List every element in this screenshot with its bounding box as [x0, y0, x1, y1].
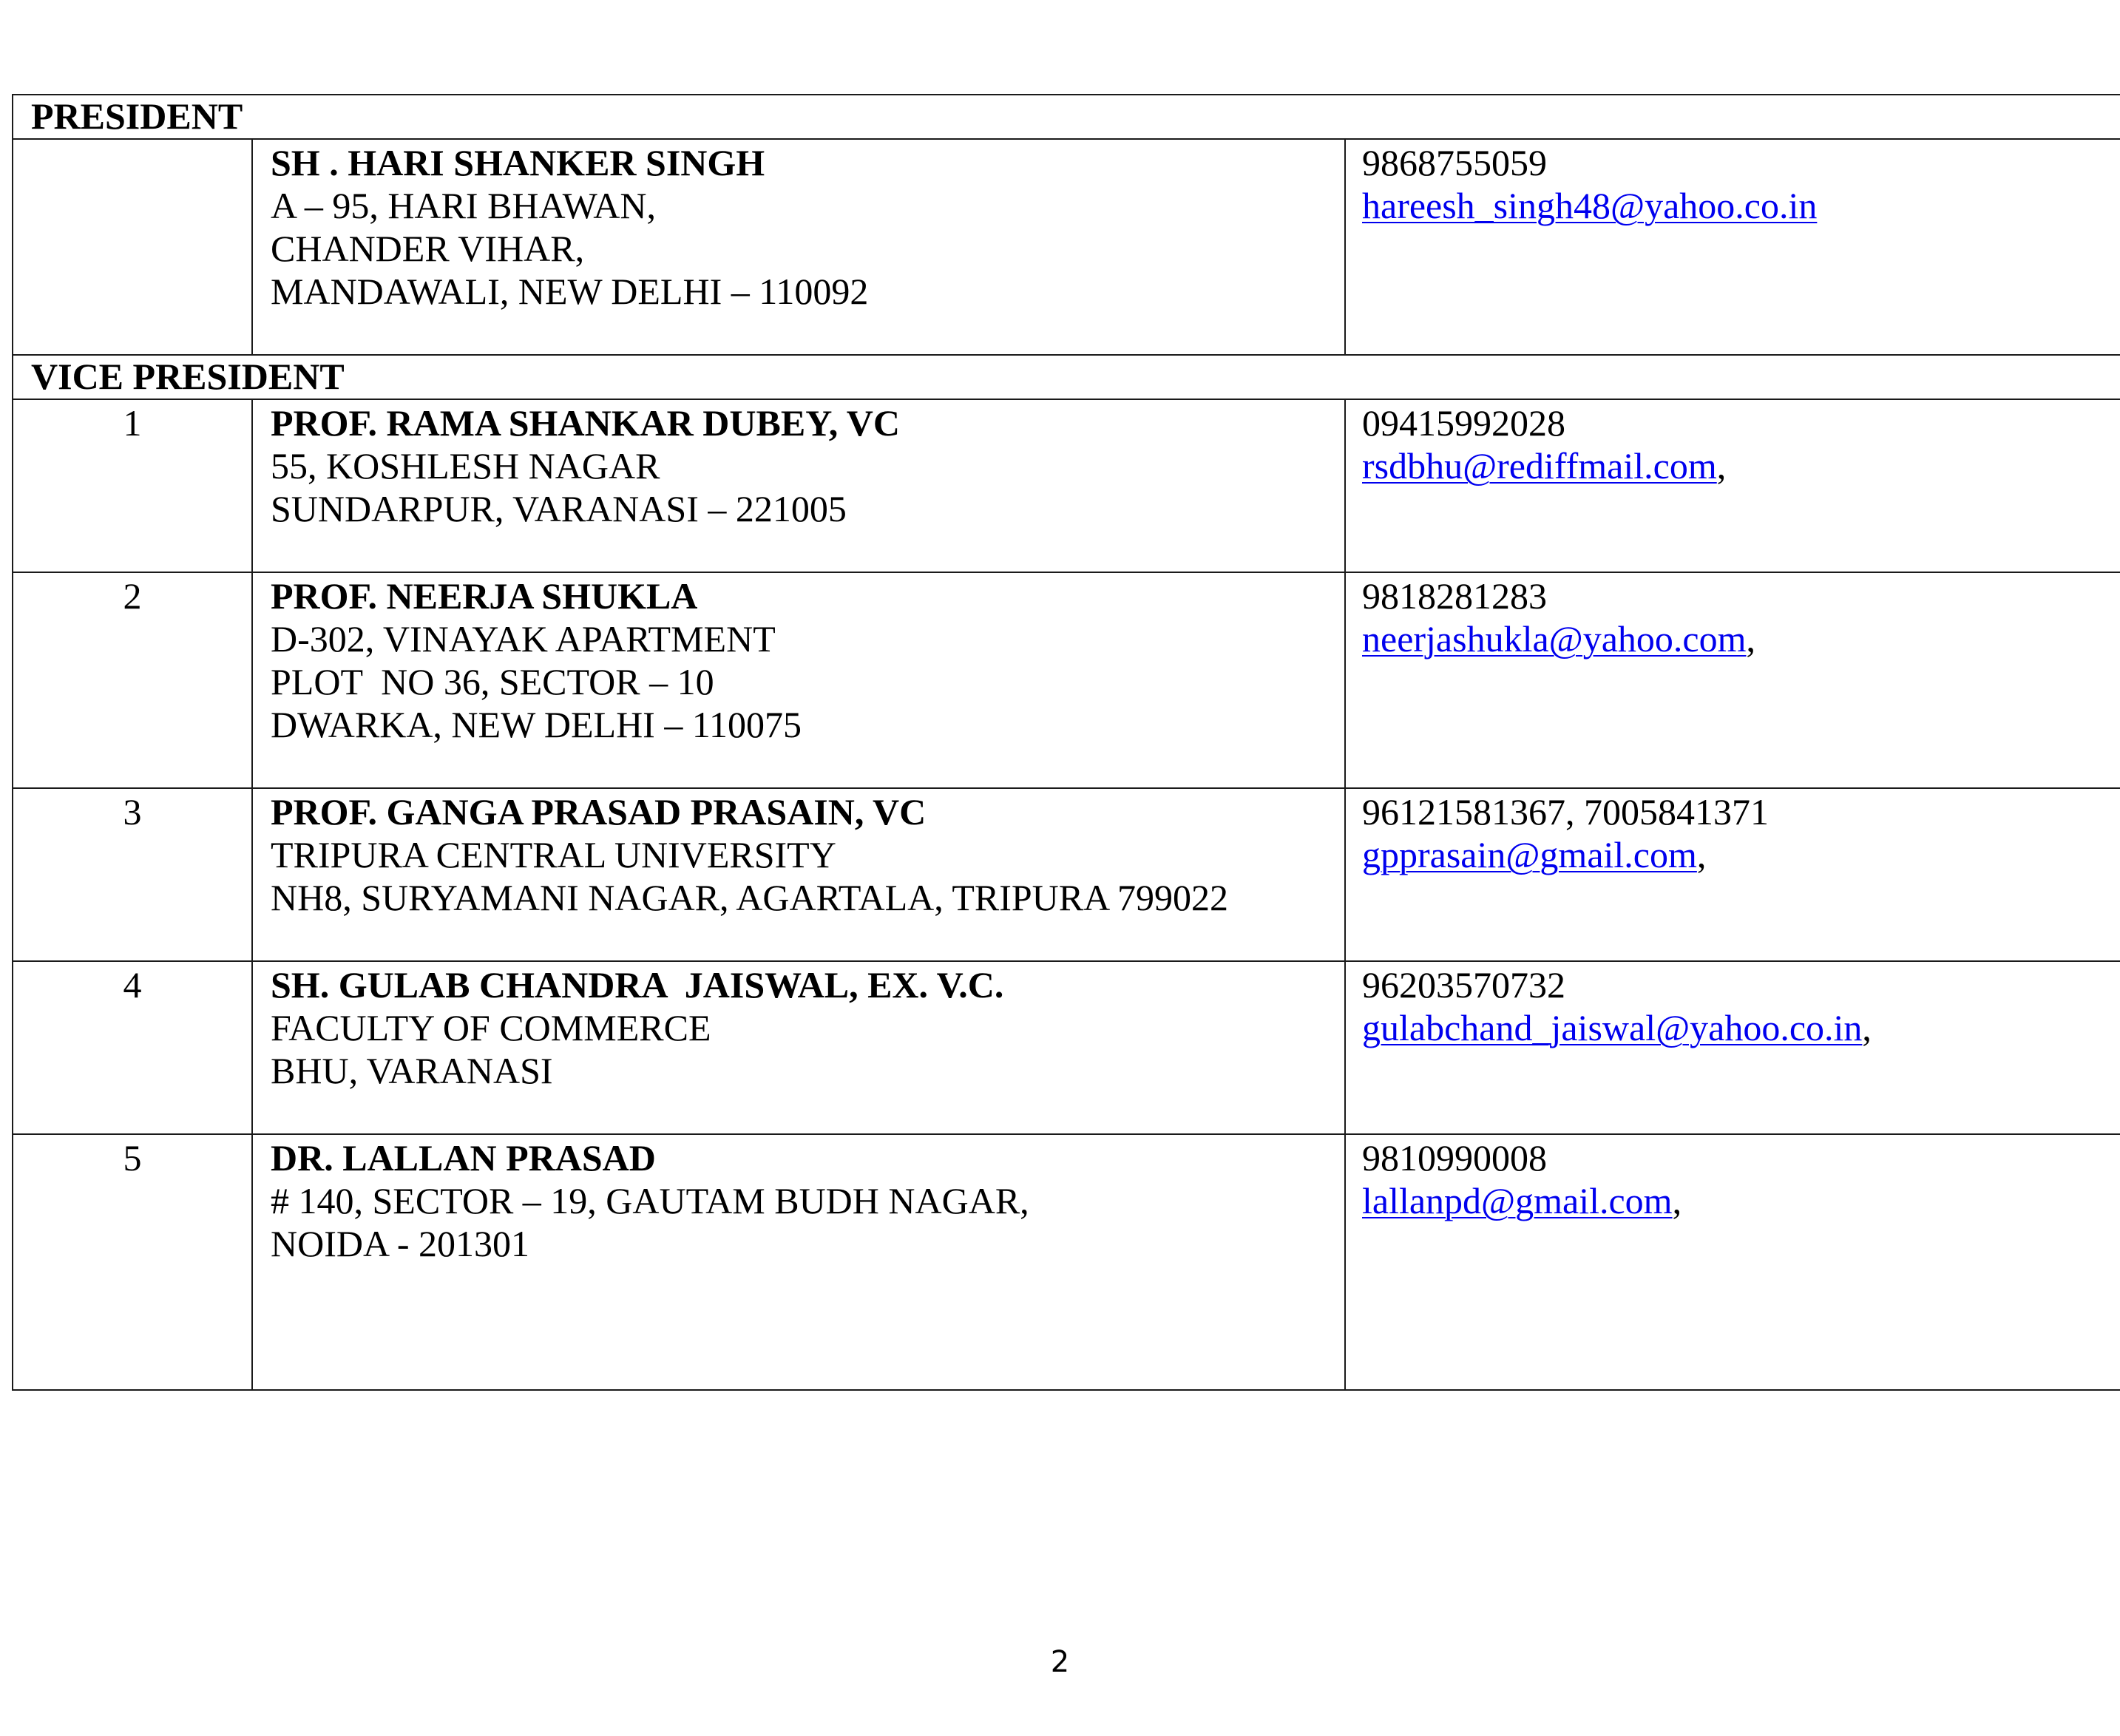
member-address-cell	[252, 961, 1345, 1134]
address-line: 55, KOSHLESH NAGAR	[271, 445, 660, 486]
section-row-president	[13, 95, 2120, 139]
member-number: 1	[13, 399, 252, 572]
member-address-cell	[252, 788, 1345, 961]
address-line: NH8, SURYAMANI NAGAR, AGARTALA, TRIPURA 799022	[271, 877, 1228, 918]
member-row	[13, 139, 2120, 355]
member-name: DR. LALLAN PRASAD	[271, 1137, 656, 1179]
address-line: SUNDARPUR, VARANASI – 221005	[271, 488, 847, 529]
section-heading-vice-president: VICE PRESIDENT	[13, 355, 2120, 399]
email-separator: ,	[1862, 1007, 1872, 1048]
member-name: PROF. GANGA PRASAD PRASAIN, VC	[271, 791, 927, 833]
member-phone: 9810990008	[1362, 1137, 1547, 1179]
address-line: # 140, SECTOR – 19, GAUTAM BUDH NAGAR,	[271, 1180, 1029, 1221]
member-number: 4	[13, 961, 252, 1134]
member-contact-cell	[1345, 1134, 2120, 1390]
address-line: TRIPURA CENTRAL UNIVERSITY	[271, 834, 836, 875]
member-number: 2	[13, 572, 252, 788]
member-email-link[interactable]: neerjashukla@yahoo.com	[1362, 618, 1747, 660]
member-phone: 09415992028	[1362, 402, 1565, 444]
address-line: BHU, VARANASI	[271, 1050, 553, 1091]
address-line: FACULTY OF COMMERCE	[271, 1007, 711, 1048]
member-phone: 96203570732	[1362, 964, 1565, 1006]
member-row	[13, 1134, 2120, 1390]
address-line: NOIDA - 201301	[271, 1223, 529, 1264]
page-number: 2	[1050, 1645, 1070, 1679]
section-row-vice-president	[13, 355, 2120, 399]
office-bearers-table	[12, 94, 2120, 1391]
address-line: PLOT NO 36, SECTOR – 10	[271, 661, 714, 702]
member-phone: 9868755059	[1362, 142, 1547, 183]
address-line: A – 95, HARI BHAWAN,	[271, 185, 656, 226]
address-line: D-302, VINAYAK APARTMENT	[271, 618, 776, 660]
member-name: PROF. RAMA SHANKAR DUBEY, VC	[271, 402, 901, 444]
member-contact-cell	[1345, 399, 2120, 572]
member-number	[13, 139, 252, 355]
member-address-cell	[252, 139, 1345, 355]
address-line: DWARKA, NEW DELHI – 110075	[271, 704, 802, 745]
member-row	[13, 399, 2120, 572]
member-email-link[interactable]: hareesh_singh48@yahoo.co.in	[1362, 185, 1818, 226]
email-separator: ,	[1746, 618, 1755, 660]
email-separator: ,	[1716, 445, 1727, 486]
address-line: CHANDER VIHAR,	[271, 228, 585, 269]
address-line: MANDAWALI, NEW DELHI – 110092	[271, 271, 869, 312]
member-name: SH. GULAB CHANDRA JAISWAL, EX. V.C.	[271, 964, 1004, 1006]
member-contact-cell	[1345, 139, 2120, 355]
member-row	[13, 961, 2120, 1134]
member-address-cell	[252, 572, 1345, 788]
email-separator: ,	[1672, 1180, 1682, 1221]
member-email-link[interactable]: gulabchand_jaiswal@yahoo.co.in	[1362, 1007, 1863, 1048]
member-contact-cell	[1345, 961, 2120, 1134]
email-separator: ,	[1696, 834, 1707, 875]
member-phone: 96121581367, 7005841371	[1362, 791, 1769, 833]
member-email-link[interactable]: gpprasain@gmail.com	[1362, 834, 1697, 875]
member-email-link[interactable]: lallanpd@gmail.com	[1362, 1180, 1673, 1221]
member-phone: 9818281283	[1362, 575, 1547, 617]
member-email-link[interactable]: rsdbhu@rediffmail.com	[1362, 445, 1717, 486]
member-name: PROF. NEERJA SHUKLA	[271, 575, 698, 617]
member-name: SH . HARI SHANKER SINGH	[271, 142, 765, 183]
member-row	[13, 788, 2120, 961]
section-heading-president: PRESIDENT	[13, 95, 2120, 139]
member-row	[13, 572, 2120, 788]
member-contact-cell	[1345, 788, 2120, 961]
member-number: 3	[13, 788, 252, 961]
member-address-cell	[252, 399, 1345, 572]
member-number: 5	[13, 1134, 252, 1390]
member-address-cell	[252, 1134, 1345, 1390]
member-contact-cell	[1345, 572, 2120, 788]
